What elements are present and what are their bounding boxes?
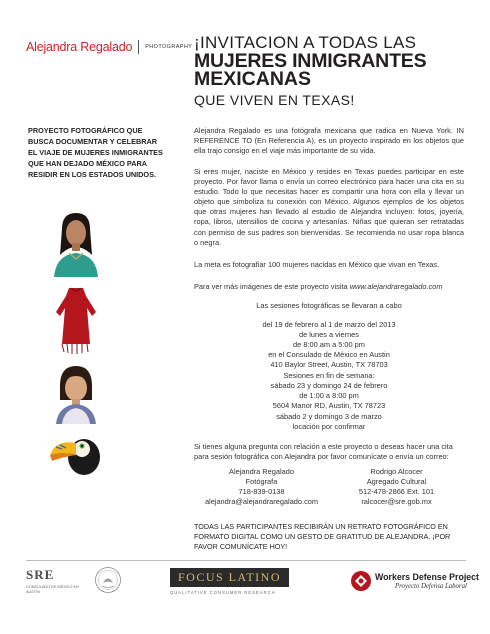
mexico-seal-icon xyxy=(94,566,122,594)
contact-role: Fotógrafa xyxy=(245,477,278,487)
focus-latino-text: FOCUS LATINO xyxy=(170,568,289,587)
contact-name: Alejandra Regalado xyxy=(229,467,294,476)
weekend-line: sábado 23 y domingo 24 de febrero xyxy=(270,381,388,391)
sre-logo-subtitle: CONSULADO DE MÉXICO EN AUSTIN xyxy=(26,585,79,594)
intro-paragraph: Alejandra Regalado es una fotógrafa mexicana que radica en Nueva York. IN REFERENCE TO (En Referencia A), es un proyecto inspirado en los objetos que ella trajo consigo en el viaje más importante de su vida. xyxy=(194,126,464,156)
workers-defense-text xyxy=(375,572,479,591)
contact-phone[interactable]: 512-478-2866 Ext. 101 xyxy=(358,487,435,497)
title-line-4: QUE VIVEN EN TEXAS! xyxy=(194,92,355,108)
project-description: PROYECTO FOTOGRÁFICO QUE BUSCA DOCUMENTAR Y CELEBRAR EL VIAJE DE MUJERES INMIGRANTES QUE HAN DEJADO MÉXICO PARA RESIDIR EN LOS ESTADOS UNIDOS. xyxy=(28,126,163,179)
weekday-line: en el Consulado de México en Austin xyxy=(268,350,390,360)
weekend-line: Sesiones en fin de semana: xyxy=(283,371,375,380)
woman-portrait-photo xyxy=(42,207,110,277)
brand-logo xyxy=(26,40,192,54)
sre-logo xyxy=(26,567,84,595)
website-paragraph xyxy=(194,282,464,292)
contact-email[interactable]: ralcocer@sre.gob.mx xyxy=(361,497,432,507)
contact-role: Agregado Cultural xyxy=(366,477,427,487)
weekend-sessions-2 xyxy=(194,412,464,432)
sre-logo-text: SRE xyxy=(26,567,55,582)
contact-name: Rodrigo Alcocer xyxy=(370,467,423,476)
title-line-2: MUJERES INMIGRANTES xyxy=(194,50,427,72)
brand-divider xyxy=(138,40,139,54)
weekday-sessions xyxy=(194,320,464,370)
contact-email[interactable]: alejandra@alejandraregalado.com xyxy=(204,497,319,507)
questions-paragraph: Si tienes alguna pregunta con relación a este proyecto o deseas hacer una cita para sesión fotográfica con Alejandra por favor comunícate o envía un correo: xyxy=(194,442,453,462)
weekend-line: 5604 Manor RD, Austin, TX 78723 xyxy=(272,401,386,411)
focus-latino-subtitle: QUALITATIVE CONSUMER RESEARCH xyxy=(170,590,276,595)
title-line-3: MEXICANAS xyxy=(194,68,312,90)
contact-alejandra xyxy=(194,467,329,507)
focus-latino-logo xyxy=(170,568,289,595)
title-line-1: ¡INVITACION A TODAS LAS xyxy=(194,33,417,52)
red-dress-photo xyxy=(42,282,110,357)
weekday-line: del 19 de febrero al 1 de marzo del 2013 xyxy=(262,320,396,329)
workers-defense-icon xyxy=(350,570,372,592)
weekend2-line: sábado 2 y domingo 3 de marzo xyxy=(276,412,382,421)
weekday-line: de 8:00 am a 5:00 pm xyxy=(293,340,365,350)
contact-phone[interactable]: 718-839-0138 xyxy=(238,487,285,497)
participation-paragraph: Si eres mujer, naciste en México y resides en Texas puedes participar en este proyecto. Por favor llama o envía un correo electrónico para hacer una cita en su estudio. Todo lo que necesitas hacer es compartir una hora con ella y llevar un objeto que simboliza tu conexión con México. Algunos ejemplos de los objetos que otras mujeres han llevado al estudio de Alejandra incluyen: fotos, joyería, ropa, libros, utensilios de cocina y artesanías. Niñas que quieran ser retratadas con permiso de sus padres son bienvenidas. Se recomienda no usar ropa blanca o negra. xyxy=(194,167,464,247)
workers-defense-logo xyxy=(350,570,479,592)
weekday-line: de lunes a viernes xyxy=(299,330,359,340)
weekend2-line: locación por confirmar xyxy=(292,422,366,432)
girl-portrait-photo xyxy=(42,360,110,424)
contacts xyxy=(194,467,464,507)
toucan-figurine-photo xyxy=(42,425,110,480)
workers-defense-title: Workers Defense Project xyxy=(375,571,479,582)
website-prefix: Para ver más imágenes de este proyecto visita xyxy=(194,282,350,291)
weekend-line: de 1:00 a 8:00 pm xyxy=(299,391,359,401)
sessions-title: Las sesiones fotográficas se llevaran a cabo xyxy=(256,301,402,310)
weekend-sessions xyxy=(194,371,464,411)
closing-note: TODAS LAS PARTICIPANTES RECIBIRÁN UN RETRATO FOTOGRÁFICO EN FORMATO DIGITAL COMO UN GESTO DE GRATITUD DE ALEJANDRA. ¡POR FAVOR COMUNÍCATE HOY! xyxy=(194,522,451,551)
footer-divider xyxy=(26,560,466,561)
website-link[interactable]: www.alejandraregalado.com xyxy=(349,282,443,291)
brand-name: Alejandra Regalado xyxy=(26,40,133,54)
brand-subtitle: PHOTOGRAPHY xyxy=(145,44,193,50)
goal-paragraph: La meta es fotografiar 100 mujeres nacidas en México que vivan en Texas. xyxy=(194,260,440,269)
weekday-line: 410 Baylor Street, Austin, TX 78703 xyxy=(270,360,388,370)
contact-rodrigo xyxy=(329,467,464,507)
workers-defense-subtitle: Proyecto Defensa Laboral xyxy=(395,582,467,590)
